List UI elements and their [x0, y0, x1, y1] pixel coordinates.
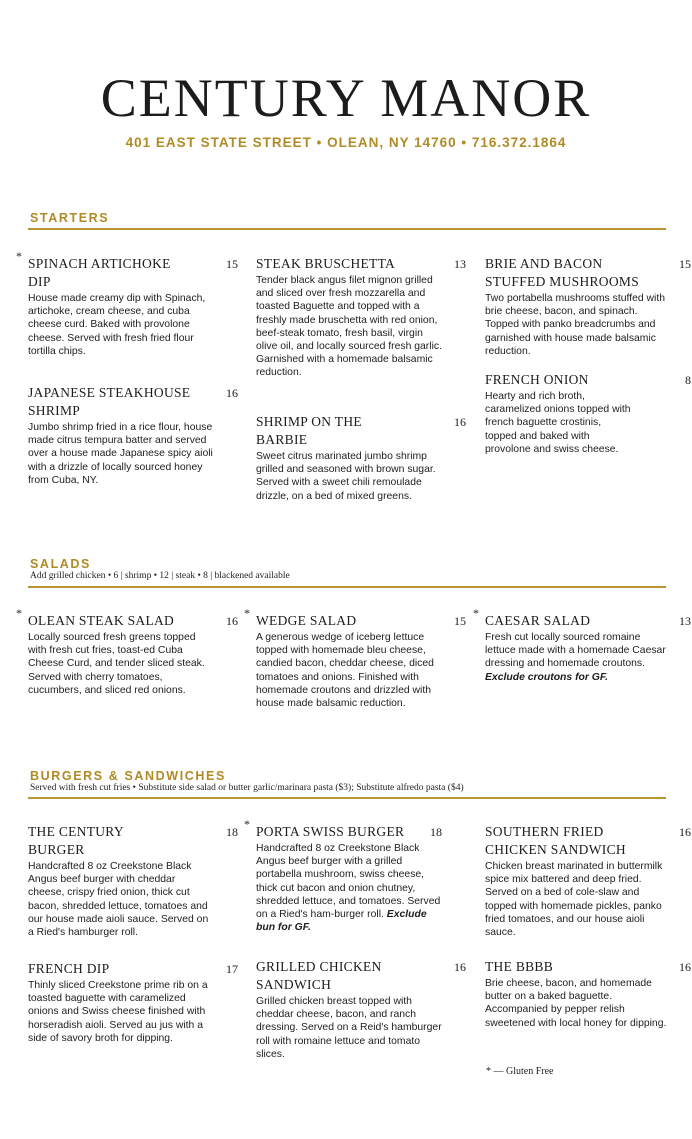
- menu-item: [485, 823, 691, 939]
- section-rule: [28, 228, 666, 230]
- item-price: 15: [226, 257, 238, 271]
- gluten-free-marker: *: [16, 606, 22, 620]
- item-name: JAPANESE STEAKHOUSE SHRIMP: [28, 385, 191, 418]
- item-description: Jumbo shrimp fried in a rice flour, house made citrus tempura batter and served over a house made Japanese spicy aioli with a drizzle of locally sourced honey from Cuba, NY.: [28, 422, 213, 486]
- gf-exclusion-note: Exclude bun for GF.: [256, 909, 427, 934]
- item-description: Brie cheese, bacon, and homemade butter on a baked baguette. Accompanied by pepper relish sweetened with local honey for dipping.: [485, 978, 667, 1029]
- item-price: 8: [685, 373, 691, 387]
- menu-item: [244, 606, 466, 710]
- menu-item: [28, 384, 238, 487]
- menu-item: [16, 249, 238, 358]
- item-price: 16: [454, 415, 466, 429]
- item-name: SHRIMP ON THE BARBIE: [256, 414, 362, 447]
- item-price: 15: [679, 257, 691, 271]
- section-heading-burgers: BURGERS & SANDWICHES: [30, 769, 226, 783]
- item-price: 18: [430, 825, 442, 839]
- menu-item: [485, 958, 691, 1030]
- item-name: STEAK BRUSCHETTA: [256, 256, 396, 271]
- item-name: FRENCH ONION: [485, 372, 589, 387]
- item-description: Sweet citrus marinated jumbo shrimp grilled and seasoned with brown sugar. Served with a sweet chili remoulade drizzle, on a bed of mixed greens.: [256, 451, 436, 502]
- item-description: [485, 631, 671, 684]
- section-heading-salads: SALADS: [30, 557, 91, 571]
- menu-item: [256, 255, 466, 380]
- item-price: 16: [679, 825, 691, 839]
- gluten-free-legend: * — Gluten Free: [486, 1066, 554, 1077]
- gf-exclusion-note: Exclude croutons for GF.: [485, 671, 608, 683]
- gluten-free-marker: *: [16, 249, 22, 263]
- item-price: 15: [454, 614, 466, 628]
- item-description: Hearty and rich broth, caramelized onions topped with french baguette crostinis, topped and baked with provolone and swiss cheese.: [485, 391, 631, 455]
- menu-item: [28, 823, 238, 939]
- address-line: 401 EAST STATE STREET • OLEAN, NY 14760 • 716.372.1864: [125, 135, 567, 150]
- menu-item: [473, 606, 691, 684]
- item-price: 16: [454, 960, 466, 974]
- menu-item: [16, 606, 238, 697]
- item-name: GRILLED CHICKEN SANDWICH: [256, 959, 382, 992]
- item-name: FRENCH DIP: [28, 961, 110, 976]
- item-price: 13: [679, 614, 691, 628]
- item-name: BRIE AND BACON STUFFED MUSHROOMS: [485, 256, 640, 289]
- item-description: Chicken breast marinated in buttermilk spice mix battered and deep fried. Served on a bed of cole-slaw and topped with homemade pickles, panko fried tomatoes, and our house aioli sauce.: [485, 861, 663, 939]
- gluten-free-marker: *: [244, 606, 250, 620]
- menu-item: [256, 413, 466, 503]
- item-name: SOUTHERN FRIED CHICKEN SANDWICH: [485, 824, 626, 857]
- item-description: Two portabella mushrooms stuffed with brie cheese, bacon, and spinach. Topped with panko breadcrumbs and garnished with house made balsamic reduction.: [485, 293, 665, 357]
- item-name: OLEAN STEAK SALAD: [28, 613, 175, 628]
- item-description: [256, 842, 442, 934]
- section-rule: [28, 586, 666, 588]
- gluten-free-marker: *: [473, 606, 479, 620]
- item-price: 17: [226, 962, 238, 976]
- item-name: SPINACH ARTICHOKE DIP: [28, 256, 171, 289]
- menu-item: [244, 817, 442, 934]
- section-rule: [28, 797, 666, 799]
- item-name: CAESAR SALAD: [485, 613, 591, 628]
- section-subheading: Served with fresh cut fries • Substitute side salad or butter garlic/marinara pasta ($3); Substitute alfredo pasta ($4): [30, 783, 464, 793]
- item-price: 13: [454, 257, 466, 271]
- item-description: Handcrafted 8 oz Creekstone Black Angus beef burger with cheddar cheese, crispy fried onion, thick cut bacon, shredded lettuce, tomatoes and our house made aioli sauce. Served on a Ried's hamburger roll.: [28, 861, 209, 939]
- item-description: A generous wedge of iceberg lettuce topped with homemade bleu cheese, candied bacon, cheddar cheese, diced tomatoes and onions. Finished with homemade croutons and drizzled with house made balsamic reduction.: [256, 632, 434, 710]
- item-description: Thinly sliced Creekstone prime rib on a toasted baguette with caramelized onions and Swiss cheese finished with horseradish aioli. Served au jus with a side of savory broth for dipping.: [28, 980, 208, 1044]
- menu-item: [485, 371, 691, 456]
- menu-item: [28, 960, 238, 1045]
- item-name: PORTA SWISS BURGER: [256, 824, 405, 839]
- item-price: 16: [226, 614, 238, 628]
- item-name: THE CENTURY BURGER: [28, 824, 124, 857]
- item-name: THE BBBB: [485, 959, 554, 974]
- item-description: Tender black angus filet mignon grilled and sliced over fresh mozzarella and toasted Baguette and topped with a freshly made bruschetta with red onion, beef-steak tomato, fresh basil, virgin olive oil, and locally sourced fresh garlic. Garnished with a homemade balsamic reduction.: [256, 275, 442, 379]
- item-description-text: Handcrafted 8 oz Creekstone Black Angus beef burger with a grilled portabella mushroom, swiss cheese, thick cut bacon and onion chutney, shredded lettuce, and tomatoes. Served on a Ried's ham-burger roll.: [256, 843, 441, 921]
- item-description: House made creamy dip with Spinach, artichoke, cream cheese, and cuba cheese curd. Baked with provolone cheese. Served with fresh fried flour tortilla chips.: [28, 293, 206, 357]
- menu-item: [256, 958, 466, 1061]
- item-price: 18: [226, 825, 238, 839]
- page-title: CENTURY MANOR: [100, 68, 592, 128]
- menu-item: [485, 255, 691, 358]
- item-name: WEDGE SALAD: [256, 613, 357, 628]
- section-heading-starters: STARTERS: [30, 211, 110, 225]
- item-description-text: Fresh cut locally sourced romaine lettuce made with a homemade Caesar dressing and homemade croutons.: [485, 632, 666, 670]
- item-price: 16: [679, 960, 691, 974]
- item-description: Locally sourced fresh greens topped with fresh cut fries, toast-ed Cuba Cheese Curd, and tender sliced steak. Served with cherry tomatoes, cucumbers, and sliced red onions.: [28, 632, 205, 696]
- item-price: 16: [226, 386, 238, 400]
- gluten-free-marker: *: [244, 817, 250, 831]
- section-subheading: Add grilled chicken • 6 | shrimp • 12 | steak • 8 | blackened available: [30, 571, 290, 581]
- item-description: Grilled chicken breast topped with cheddar cheese, bacon, and ranch dressing. Served on a Reid's hamburger roll with romaine lettuce and tomato slices.: [256, 996, 442, 1060]
